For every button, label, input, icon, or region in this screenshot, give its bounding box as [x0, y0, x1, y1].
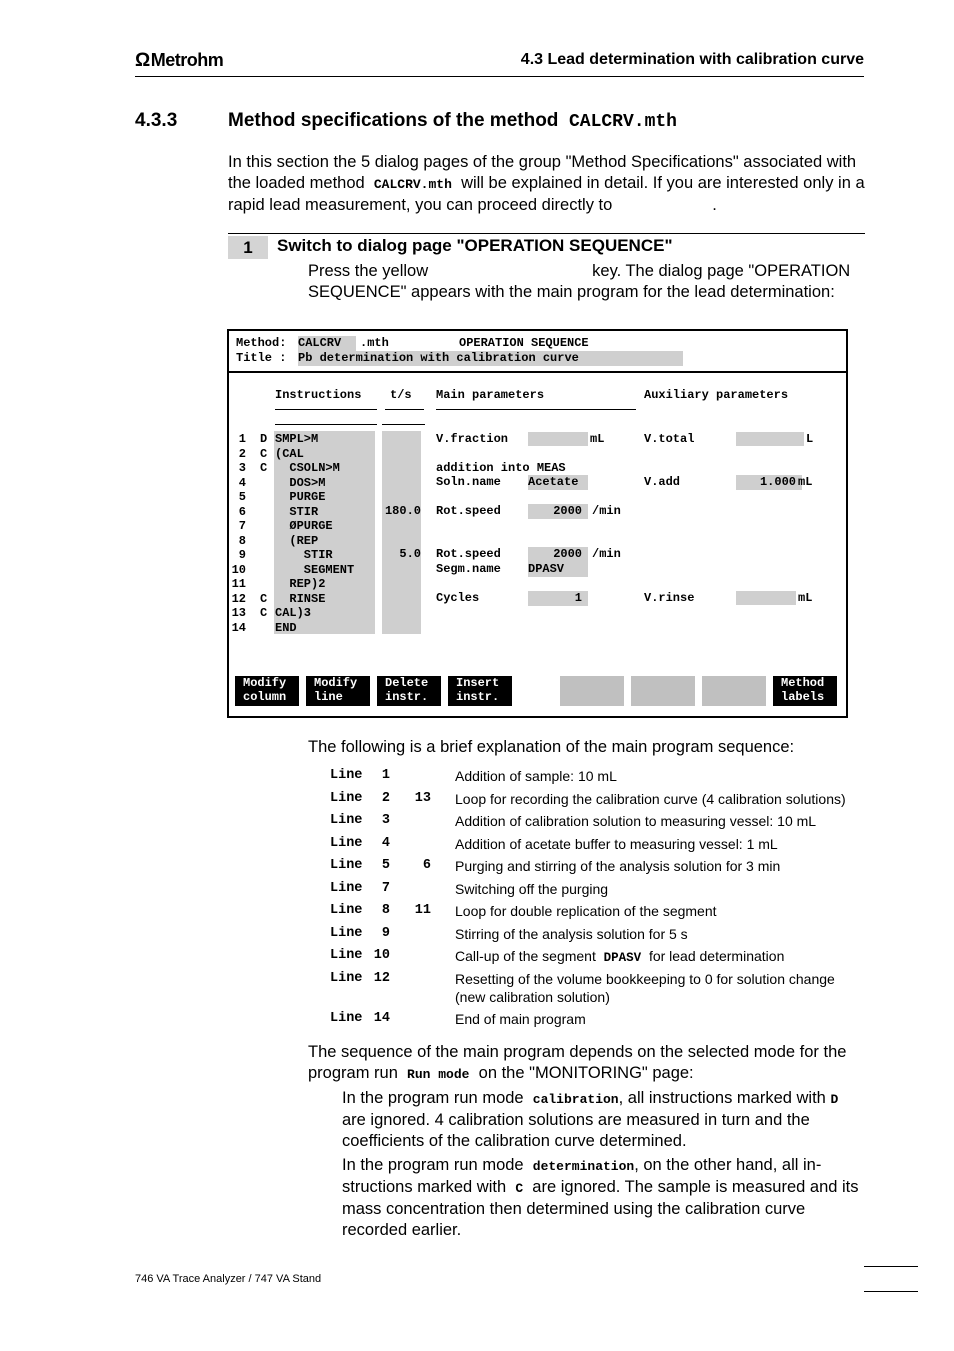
row-instruction[interactable]: STIR — [275, 548, 333, 562]
row-instruction[interactable]: END — [275, 620, 297, 635]
row-instruction[interactable]: (REP — [275, 533, 319, 548]
unit-ml: mL — [798, 475, 813, 489]
line-description: Loop for recording the calibration curve (4 calibration solutions) — [455, 791, 846, 807]
line-number: 1 — [381, 768, 390, 783]
row-number: 3 — [238, 461, 246, 475]
row-number: 13 — [231, 606, 246, 620]
col-aux-params: Auxiliary parameters — [644, 388, 789, 402]
row-number: 9 — [238, 548, 246, 562]
row-mode-marker: C — [260, 446, 268, 461]
row-mode-marker: C — [260, 461, 268, 475]
line-keyword: Line — [330, 1011, 363, 1026]
param-addition-label: addition into MEAS — [436, 461, 566, 475]
cycles-field[interactable]: 1 — [528, 591, 588, 606]
line-keyword: Line — [330, 926, 363, 941]
line-number: 7 — [381, 881, 390, 896]
col-underline — [275, 424, 377, 425]
line-description: Switching off the purging — [455, 881, 609, 897]
unit-min: /min — [592, 504, 621, 518]
line-number-end: 13 — [414, 791, 431, 806]
modify-line-key[interactable]: Modify line — [306, 676, 370, 706]
line-number: 2 — [381, 791, 390, 806]
title-label: Title : — [236, 351, 287, 365]
rotspeed-field[interactable]: 2000 — [528, 504, 588, 519]
line-keyword: Line — [330, 881, 363, 896]
vadd-field[interactable]: 1.000 — [736, 475, 802, 490]
row-number: 11 — [231, 577, 246, 591]
insert-instr-key[interactable]: Insert instr. — [448, 676, 512, 706]
screen-separator-top — [229, 371, 846, 373]
running-header: 4.3 Lead determination with calibration curve — [520, 51, 864, 68]
unit-l: L — [806, 432, 814, 446]
method-label: Method: — [236, 336, 287, 350]
modify-column-key[interactable]: Modify column — [235, 676, 299, 706]
line-keyword: Line — [330, 858, 363, 873]
section-number: 4.3.3 — [135, 110, 178, 131]
param-vfraction-label: V.fraction — [436, 432, 509, 446]
method-file-name: CALCRV.mth — [568, 112, 677, 132]
param-vrinse-label: V.rinse — [644, 591, 695, 605]
determination-mode-paragraph: In the program run mode determination, on the other hand, all in-structions marked with C are ignored. The sample is measured and its mass concentration then determined using the calibration curve recorded earlier. — [342, 1156, 859, 1239]
rotspeed-field[interactable]: 2000 — [528, 547, 588, 562]
blank-function-key[interactable] — [702, 676, 766, 706]
time-value: 5.0 — [399, 547, 421, 561]
line-number: 9 — [381, 926, 390, 941]
line-keyword: Line — [330, 971, 363, 986]
row-instruction[interactable]: PURGE — [275, 490, 326, 504]
delete-instr-key[interactable]: Delete instr. — [377, 676, 441, 706]
step-title: Switch to dialog page "OPERATION SEQUENCE" — [277, 236, 673, 255]
row-number: 4 — [238, 475, 246, 490]
line-number: 4 — [381, 836, 390, 851]
line-number: 3 — [381, 813, 390, 828]
row-instruction[interactable]: SEGMENT — [275, 562, 355, 577]
method-name-field[interactable]: CALCRV — [298, 336, 356, 351]
vrinse-field[interactable] — [736, 591, 796, 605]
line-keyword: Line — [330, 768, 363, 783]
row-number: 6 — [238, 504, 246, 519]
section-title: Method specifications of the method CALCRV.mth — [228, 110, 677, 132]
row-number: 7 — [238, 519, 246, 533]
blank-function-key[interactable] — [631, 676, 695, 706]
step-rule — [228, 233, 865, 234]
col-time: t/s — [390, 388, 412, 402]
line-description: Addition of acetate buffer to measuring vessel: 1 mL — [455, 836, 778, 852]
row-number: 8 — [238, 533, 246, 548]
time-column[interactable] — [382, 431, 421, 634]
line-description: Resetting of the volume bookkeeping to 0 for solution change (new calibration solution) — [455, 971, 835, 1005]
title-field[interactable]: Pb determination with calibration curve — [298, 351, 683, 366]
header-rule — [135, 76, 864, 77]
row-instruction[interactable]: SMPL>M — [275, 432, 319, 446]
explanation-intro: The following is a brief explanation of the main program sequence: — [308, 738, 795, 756]
row-number: 5 — [238, 490, 246, 504]
col-instructions: Instructions — [275, 388, 362, 402]
col-underline — [382, 424, 425, 425]
col-underline — [436, 409, 636, 410]
line-description: Stirring of the analysis solution for 5 s — [455, 926, 688, 942]
metrohm-logo — [135, 50, 223, 72]
line-number-end: 11 — [414, 903, 431, 918]
row-instruction[interactable]: RINSE — [275, 591, 326, 606]
brand-name: Metrohm — [150, 50, 224, 70]
footer-text: 746 VA Trace Analyzer / 747 VA Stand — [135, 1273, 322, 1285]
screen-page-title: OPERATION SEQUENCE — [459, 336, 589, 350]
line-number: 8 — [381, 903, 390, 918]
row-instruction[interactable]: DOS>M — [275, 475, 326, 490]
line-description: Loop for double replication of the segment — [455, 903, 717, 919]
row-instruction[interactable]: CAL)3 — [275, 606, 312, 620]
blank-function-key[interactable] — [560, 676, 624, 706]
row-mode-marker: C — [260, 591, 268, 606]
line-keyword: Line — [330, 813, 363, 828]
step-number: 1 — [228, 236, 268, 259]
line-keyword: Line — [330, 791, 363, 806]
intro-paragraph: In this section the 5 dialog pages of the group "Method Specifications" associated with the loaded method CALCRV.mth will be explained in detail. If you are interested only in a rapid lead measurement, you can proceed directly to . — [228, 153, 865, 214]
step-text: Press the yellow key. The dialog page "OPERATION SEQUENCE" appears with the main program for the lead determination: — [308, 262, 851, 301]
row-mode-marker: D — [260, 432, 268, 446]
calibration-mode-paragraph: In the program run mode calibration, all instructions marked with D are ignored. 4 calibration solutions are measured in turn and the coefficients of the calibration curve determined. — [342, 1089, 839, 1150]
param-rotspeed-label: Rot.speed — [436, 547, 501, 561]
row-mode-marker: C — [260, 606, 268, 620]
row-number: 12 — [231, 591, 246, 606]
row-instruction[interactable]: (CAL — [275, 446, 304, 461]
line-description: Call-up of the segment DPASV for lead determination — [455, 948, 785, 965]
omega-icon: Ω — [135, 50, 150, 71]
row-number: 14 — [231, 620, 246, 635]
param-segmname-label: Segm.name — [436, 562, 501, 576]
col-underline — [275, 409, 377, 410]
line-number: 10 — [373, 948, 390, 963]
vtotal-field[interactable] — [736, 432, 804, 446]
row-instruction[interactable]: ØPURGE — [275, 519, 333, 533]
line-description: Purging and stirring of the analysis solution for 3 min — [455, 858, 781, 874]
line-description: Addition of sample: 10 mL — [455, 768, 617, 784]
col-main-params: Main parameters — [436, 388, 545, 402]
param-rotspeed-label: Rot.speed — [436, 504, 501, 518]
footer-rule — [864, 1291, 918, 1292]
param-cycles-label: Cycles — [436, 591, 480, 605]
operation-sequence-screen — [227, 329, 848, 718]
footer-rule — [864, 1266, 918, 1267]
row-number: 10 — [231, 562, 246, 577]
param-solnname-label: Soln.name — [436, 475, 501, 489]
unit-min: /min — [592, 547, 621, 561]
line-keyword: Line — [330, 836, 363, 851]
method-labels-key[interactable]: Method labels — [773, 676, 837, 706]
unit-ml: mL — [590, 432, 605, 446]
row-instruction[interactable]: STIR — [275, 504, 319, 519]
row-number: 2 — [238, 446, 246, 461]
line-number: 12 — [373, 971, 390, 986]
row-instruction[interactable]: CSOLN>M — [275, 461, 340, 475]
vfraction-field[interactable] — [528, 432, 588, 446]
row-number: 1 — [238, 432, 246, 446]
method-ext: .mth — [360, 336, 389, 350]
line-number: 14 — [373, 1011, 390, 1026]
line-number-end: 6 — [422, 858, 431, 873]
segmname-field[interactable]: DPASV — [528, 562, 588, 577]
col-underline — [385, 409, 424, 410]
row-instruction[interactable]: REP)2 — [275, 577, 326, 591]
runmode-paragraph: The sequence of the main program depends on the selected mode for the program run Run mode on the "MONITORING" page: — [308, 1043, 847, 1082]
line-description: Addition of calibration solution to measuring vessel: 10 mL — [455, 813, 817, 829]
param-vtotal-label: V.total — [644, 432, 695, 446]
line-keyword: Line — [330, 948, 363, 963]
unit-ml: mL — [798, 591, 813, 605]
line-keyword: Line — [330, 903, 363, 918]
param-vadd-label: V.add — [644, 475, 681, 489]
line-description: End of main program — [455, 1011, 586, 1027]
solnname-field[interactable]: Acetate — [528, 475, 588, 490]
line-number: 5 — [381, 858, 390, 873]
time-value: 180.0 — [384, 504, 421, 518]
